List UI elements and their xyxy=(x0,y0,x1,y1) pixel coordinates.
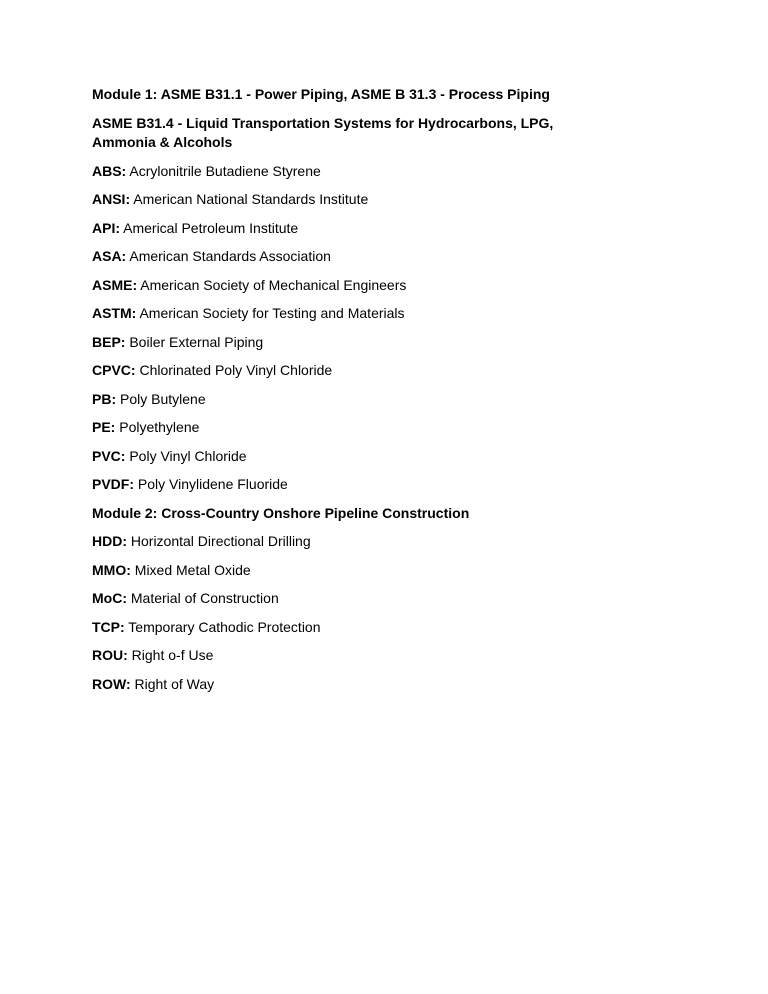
definition: American Society for Testing and Materials xyxy=(136,305,405,321)
definition: Material of Construction xyxy=(127,590,279,606)
glossary-entry-asme xyxy=(92,276,675,296)
glossary-entry-pvdf xyxy=(92,475,675,495)
term: PB: xyxy=(92,390,117,407)
asme-b31-4-heading xyxy=(92,114,675,153)
definition: Boiler External Piping xyxy=(125,333,264,350)
term: ROU: xyxy=(92,647,128,663)
term: ASTM: xyxy=(92,305,137,321)
glossary-entry-rou xyxy=(92,646,675,666)
definition: Polyethylene xyxy=(115,419,200,435)
glossary-entry-api xyxy=(92,219,675,239)
term: ROW: xyxy=(92,675,131,692)
term: BEP: xyxy=(92,333,126,350)
term: PE: xyxy=(92,419,116,435)
glossary-entry-pvc xyxy=(92,447,675,467)
definition: Right o-f Use xyxy=(127,647,214,663)
heading-text-line-1: ASME B31.4 - Liquid Transportation Systems for Hydrocarbons, LPG, xyxy=(92,114,554,131)
glossary-entry-astm xyxy=(92,304,675,324)
heading-text: Module 1: ASME B31.1 - Power Piping, ASME B 31.3 - Process Piping xyxy=(92,86,550,102)
definition: Horizontal Directional Drilling xyxy=(127,533,311,549)
definition: Poly Vinylidene Fluoride xyxy=(134,476,288,492)
term: ABS: xyxy=(92,162,127,179)
definition: Temporary Cathodic Protection xyxy=(124,618,321,635)
term: TCP: xyxy=(92,618,125,635)
glossary-entry-abs xyxy=(92,162,675,182)
term: PVDF: xyxy=(92,476,134,492)
term: PVC: xyxy=(92,447,126,464)
definition: Chlorinated Poly Vinyl Chloride xyxy=(135,362,333,378)
term: ASME: xyxy=(92,276,138,293)
definition: Poly Butylene xyxy=(116,390,206,407)
glossary-entry-hdd xyxy=(92,532,675,552)
glossary-entry-tcp xyxy=(92,618,675,638)
term: ASA: xyxy=(92,248,127,264)
glossary-entry-moc xyxy=(92,589,675,609)
term: HDD: xyxy=(92,533,127,549)
term: MMO: xyxy=(92,561,131,578)
definition: Acrylonitrile Butadiene Styrene xyxy=(126,162,321,179)
definition: Poly Vinyl Chloride xyxy=(125,447,247,464)
term: ANSI: xyxy=(92,191,131,207)
glossary-entry-asa xyxy=(92,247,675,267)
term: MoC: xyxy=(92,590,127,606)
glossary-entry-cpvc xyxy=(92,361,675,381)
glossary-entry-ansi xyxy=(92,190,675,210)
term: CPVC: xyxy=(92,362,136,378)
definition: American Standards Association xyxy=(126,248,331,264)
glossary-entry-mmo xyxy=(92,561,675,581)
definition: Mixed Metal Oxide xyxy=(130,561,251,578)
module-2-heading xyxy=(92,504,675,524)
heading-text-line-2: Ammonia & Alcohols xyxy=(92,134,233,150)
definition: Right of Way xyxy=(130,675,215,692)
definition: Americal Petroleum Institute xyxy=(120,219,299,236)
glossary-entry-pe xyxy=(92,418,675,438)
glossary-entry-row xyxy=(92,675,675,695)
heading-text: Module 2: Cross-Country Onshore Pipeline Construction xyxy=(92,504,470,521)
term: API: xyxy=(92,219,120,236)
glossary-entry-pb xyxy=(92,390,675,410)
definition: American National Standards Institute xyxy=(130,191,369,207)
glossary-entry-bep xyxy=(92,333,675,353)
definition: American Society of Mechanical Engineers xyxy=(137,276,407,293)
module-1-heading xyxy=(92,85,675,105)
